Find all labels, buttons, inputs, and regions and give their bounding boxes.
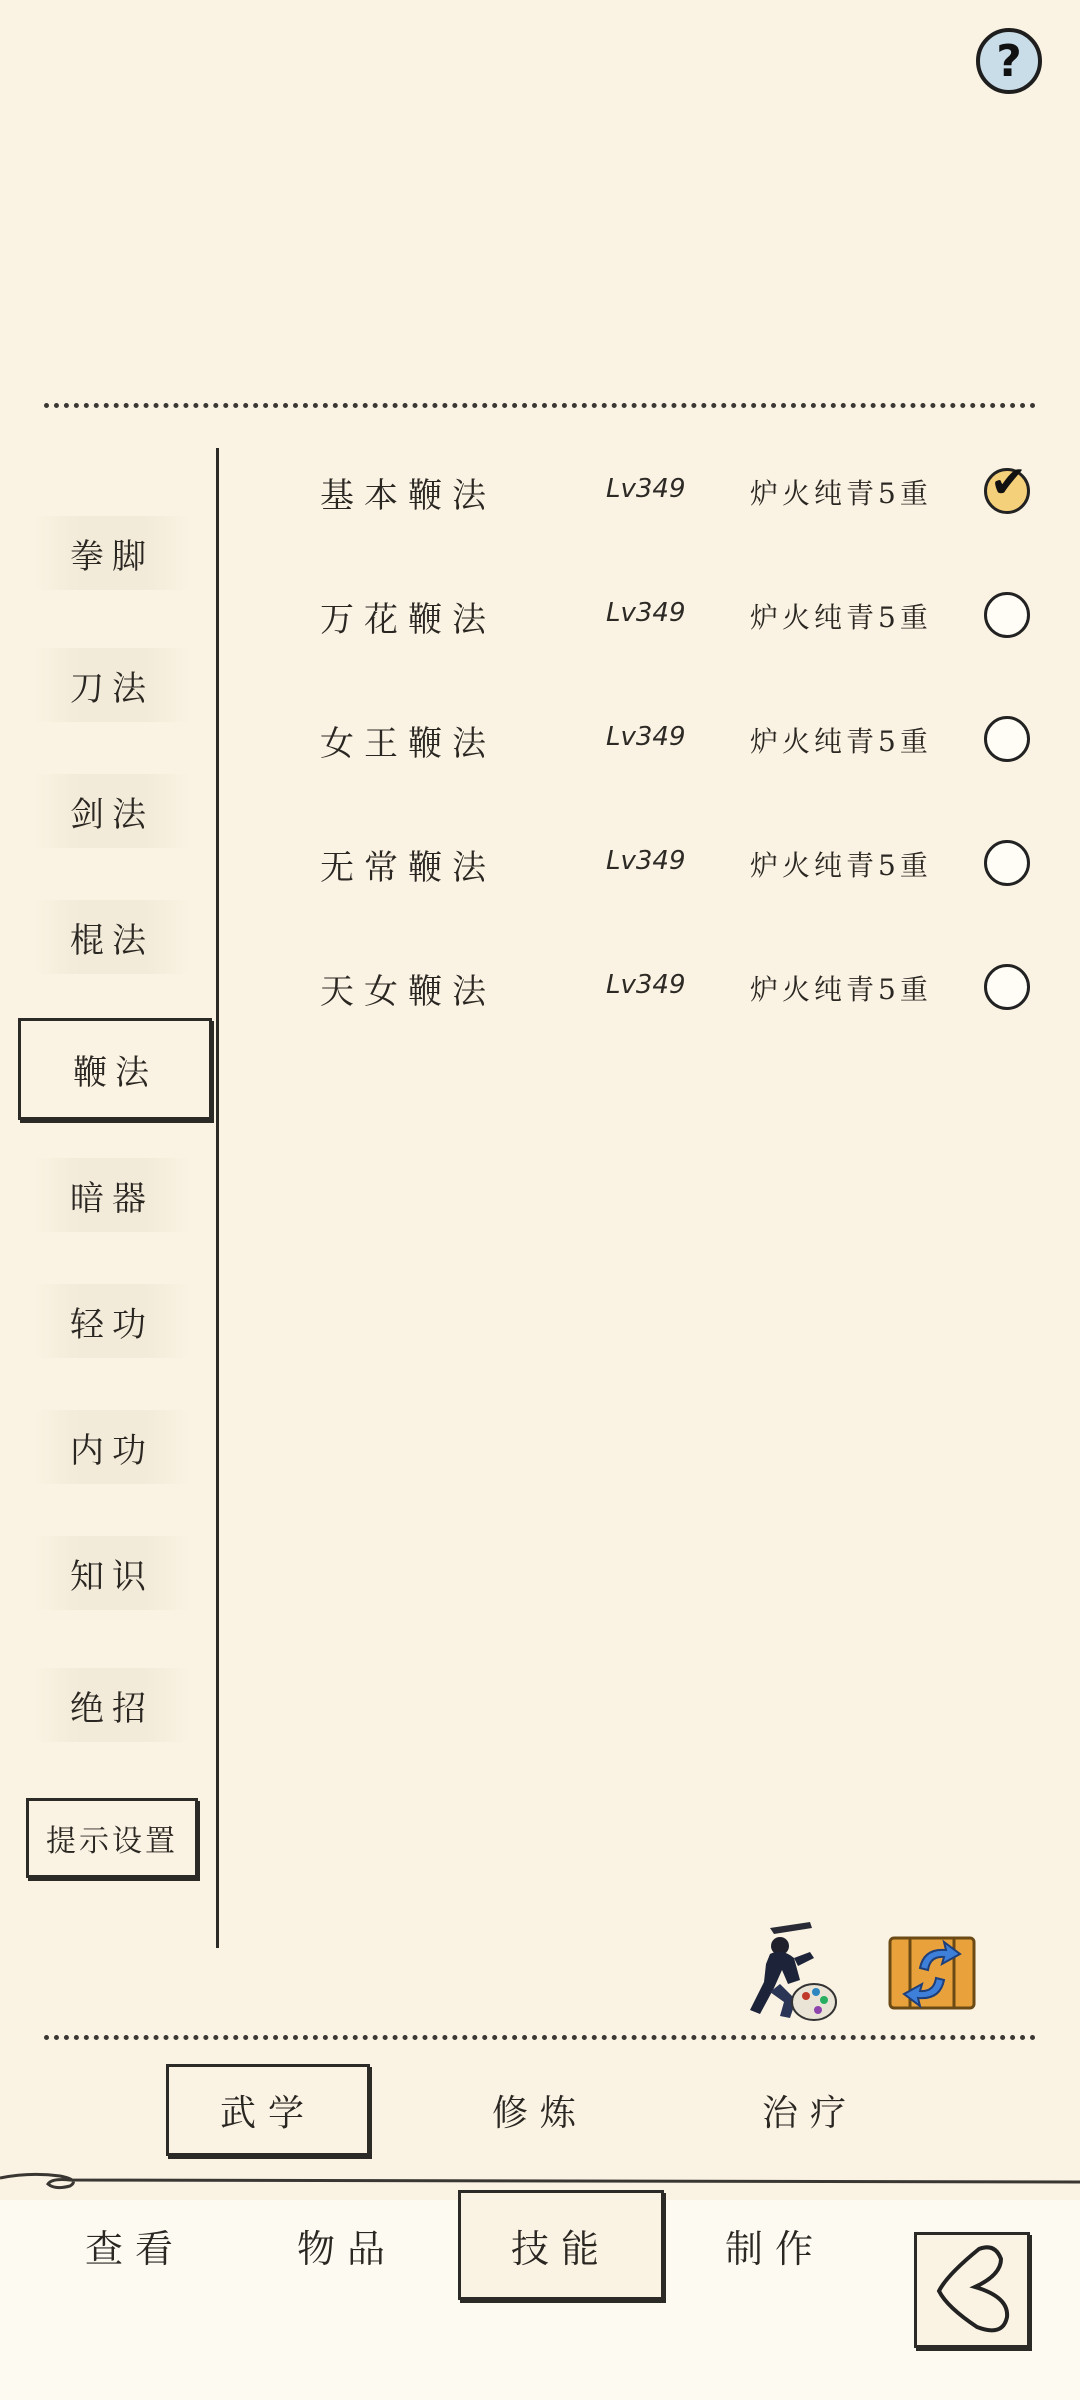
nav-label: 查看 [84,2226,185,2271]
category-gunfa[interactable] [32,900,192,974]
nav-zhizuo[interactable] [690,2190,860,2300]
skill-row[interactable] [300,456,1060,526]
subtab-zhiliao[interactable] [710,2064,910,2156]
subtab-label: 治疗 [761,2092,858,2134]
category-bianfa[interactable] [18,1018,212,1120]
skill-row[interactable] [300,580,1060,650]
subtab-wuxue[interactable] [166,2064,370,2156]
bottom-divider [44,2035,1036,2040]
subtab-xiulian[interactable] [440,2064,640,2156]
skill-name: 天女鞭法 [320,972,496,1012]
skill-level: Lv349 [606,722,686,752]
skill-realm: 炉火纯青5重 [750,725,932,758]
skill-name: 无常鞭法 [320,848,496,888]
category-label: 内功 [70,1430,154,1471]
skill-level: Lv349 [606,846,686,876]
category-jianfa[interactable] [32,774,192,848]
swap-scroll-icon[interactable] [876,1924,986,2020]
category-divider-line [216,448,219,1948]
category-daofa[interactable] [32,648,192,722]
skill-level: Lv349 [606,598,686,628]
category-label: 绝招 [70,1688,154,1729]
nav-jineng[interactable] [458,2190,664,2300]
category-neigong[interactable] [32,1410,192,1484]
category-label: 拳脚 [70,536,154,577]
back-button[interactable] [914,2232,1030,2348]
category-label: 剑法 [70,794,154,835]
skill-select-radio[interactable] [984,964,1030,1010]
subtab-label: 武学 [219,2092,316,2134]
category-qinggong[interactable] [32,1284,192,1358]
category-label: 暗器 [70,1178,154,1219]
category-label: 棍法 [70,920,154,961]
hint-settings-label: 提示设置 [46,1824,178,1859]
skill-level: Lv349 [606,474,686,504]
category-quanjiao[interactable] [32,516,192,590]
subtab-label: 修炼 [491,2092,588,2134]
category-juezhao[interactable] [32,1668,192,1742]
skill-row[interactable] [300,828,1060,898]
skill-select-radio[interactable] [984,457,1030,514]
skill-name: 女王鞭法 [320,724,496,764]
nav-chakan[interactable] [50,2190,220,2300]
martial-artist-palette-icon[interactable] [740,1918,840,2026]
nav-wupin[interactable] [262,2190,432,2300]
top-divider [44,403,1036,408]
skill-realm: 炉火纯青5重 [750,477,932,510]
skill-realm: 炉火纯青5重 [750,849,932,882]
skill-name: 万花鞭法 [320,600,496,640]
skill-realm: 炉火纯青5重 [750,601,932,634]
category-label: 鞭法 [73,1052,157,1093]
skill-level: Lv349 [606,970,686,1000]
checkmark-icon: ✔ [990,457,1027,508]
skill-name: 基本鞭法 [320,476,496,516]
skill-select-radio[interactable] [984,592,1030,638]
hint-settings-button[interactable] [26,1798,198,1878]
category-label: 轻功 [70,1304,154,1345]
skill-select-radio[interactable] [984,840,1030,886]
skill-row[interactable] [300,952,1060,1022]
help-button[interactable] [976,28,1042,94]
category-label: 刀法 [70,668,154,709]
nav-label: 物品 [296,2226,397,2271]
category-anqi[interactable] [32,1158,192,1232]
category-zhishi[interactable] [32,1536,192,1610]
skill-select-radio[interactable] [984,716,1030,762]
category-label: 知识 [70,1556,154,1597]
nav-label: 制作 [724,2226,825,2271]
skill-row[interactable] [300,704,1060,774]
back-arrow-icon [917,2235,1027,2345]
nav-label: 技能 [510,2226,611,2271]
skill-realm: 炉火纯青5重 [750,973,932,1006]
help-icon: ? [996,35,1022,87]
